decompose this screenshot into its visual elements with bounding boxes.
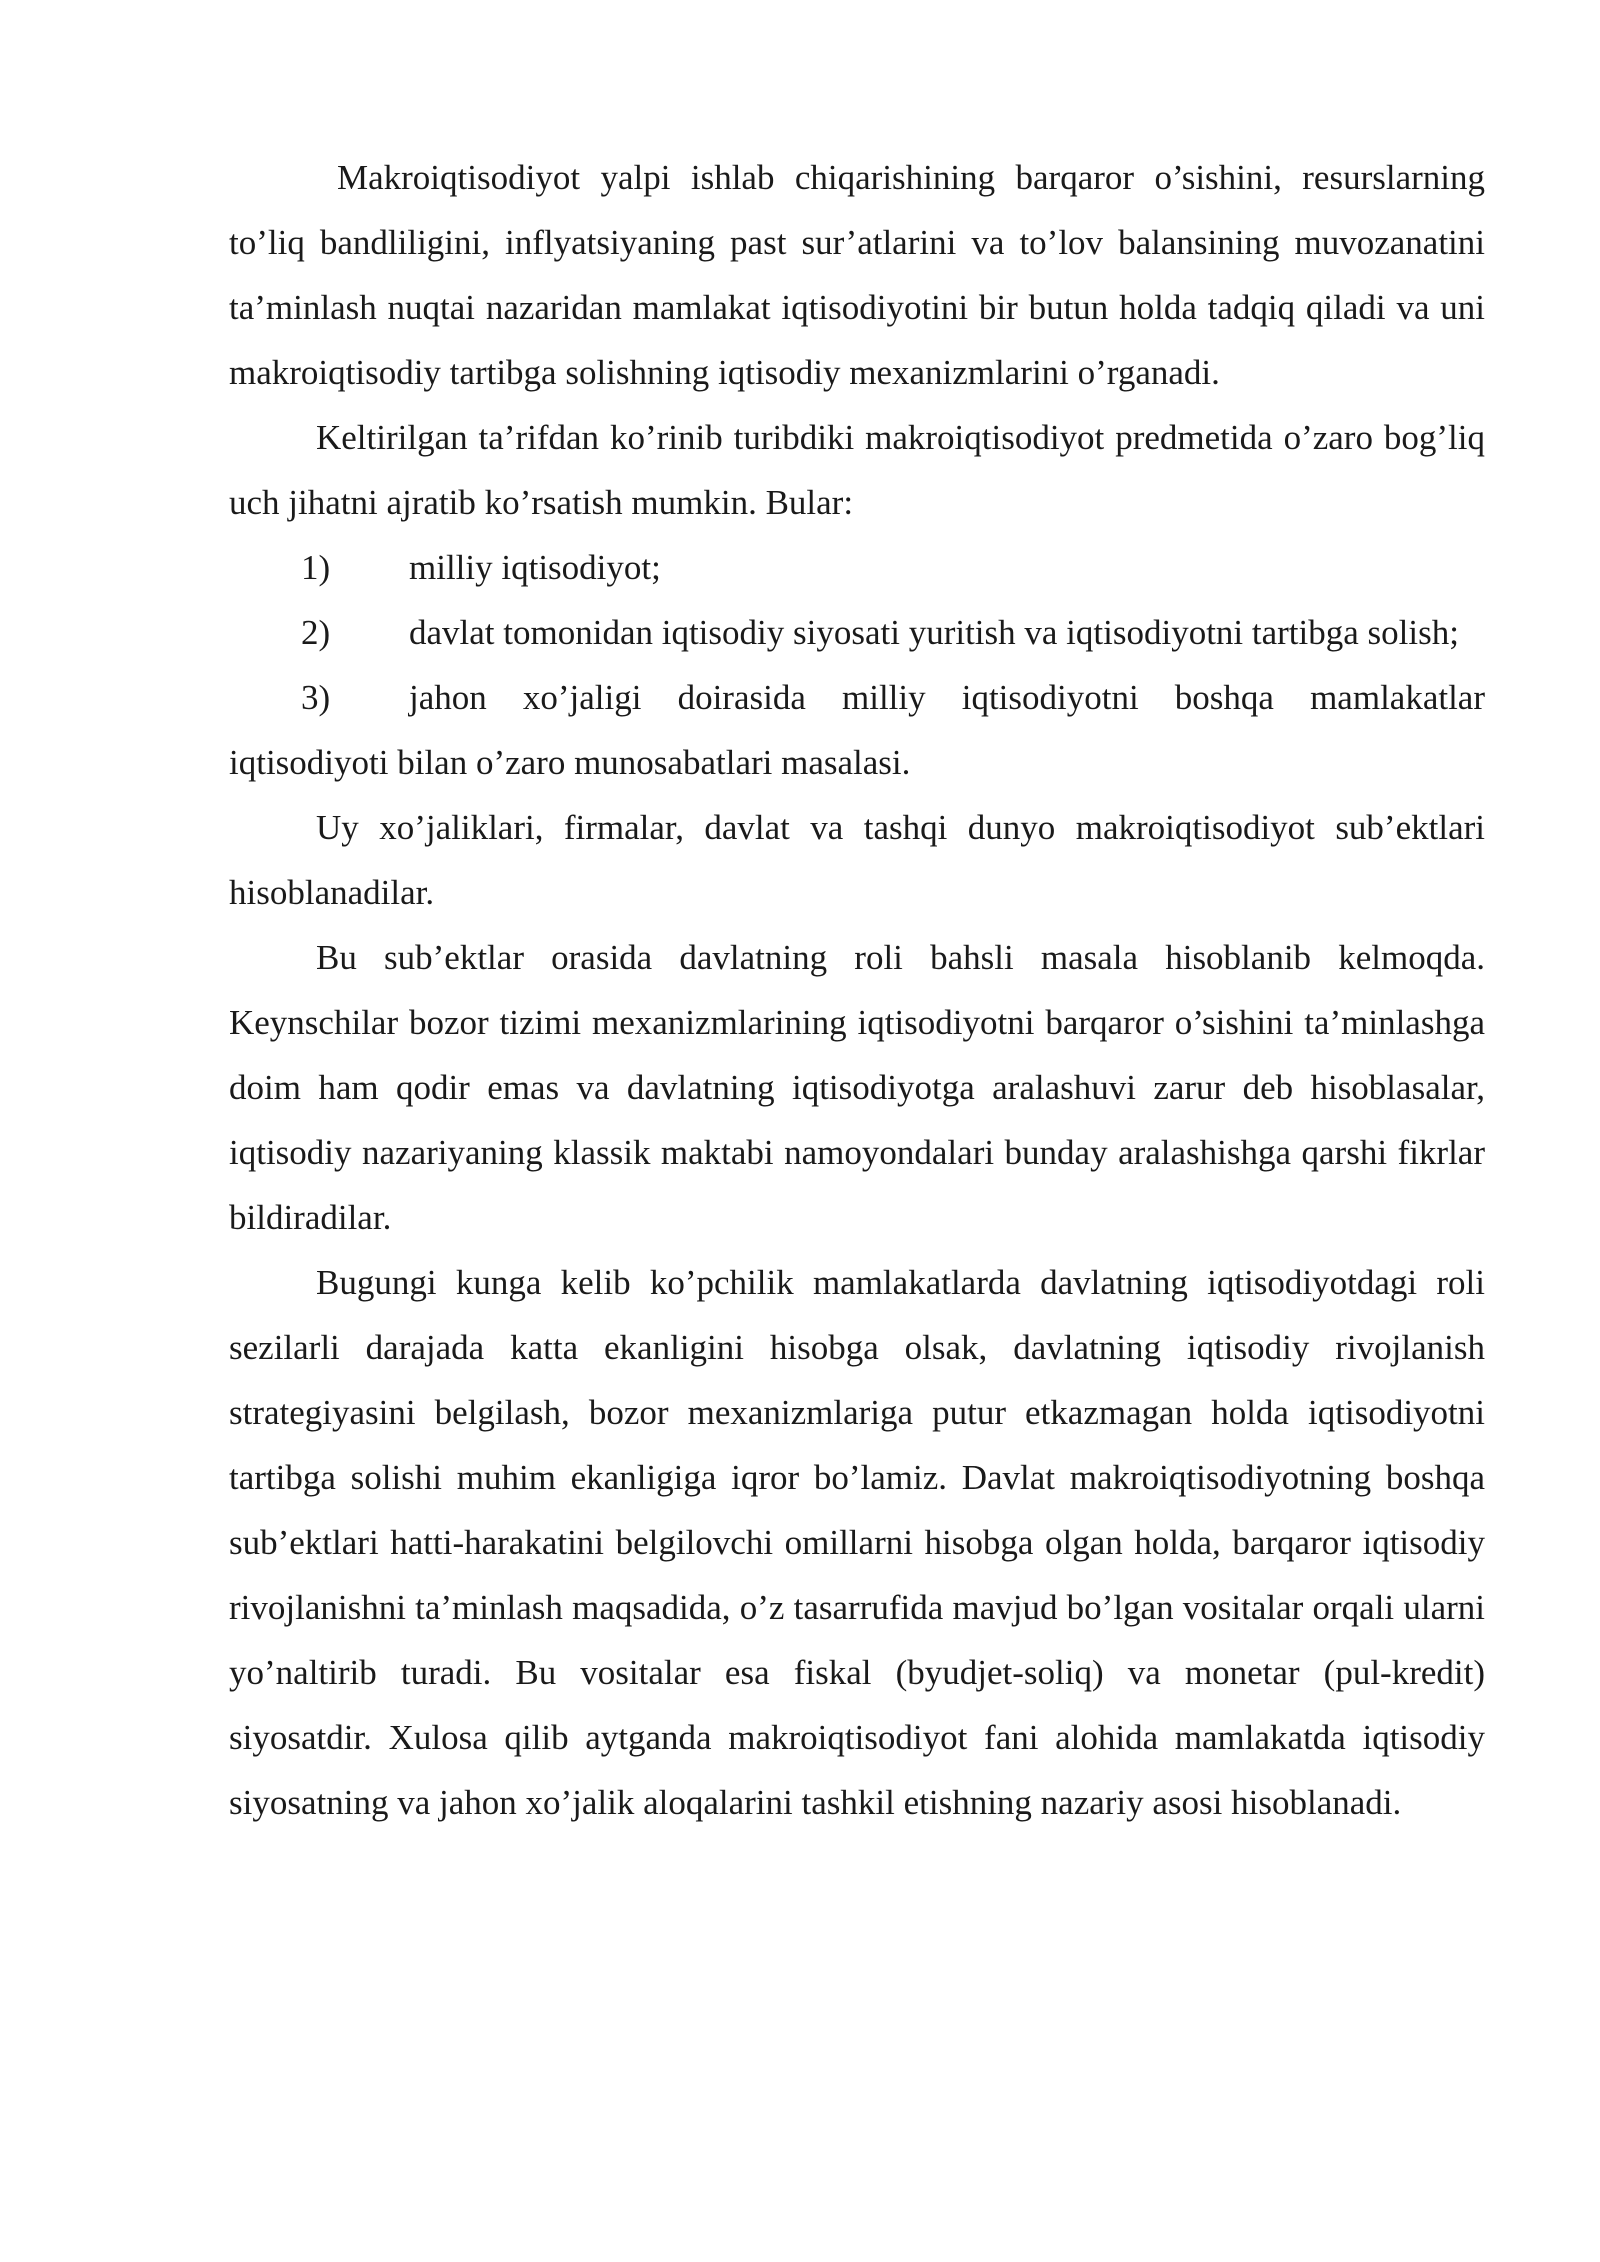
- paragraph-state-role-debate: Bu sub’ektlar orasida davlatning roli bahsli masala hisoblanib kelmoqda. Keynschilar bozor tizimi mexanizmlarining iqtisodiyotni barqaror o’sishini ta’minlashga doim ham qodir emas va davlatning iqtisodiyotga aralashuvi zarur deb hisoblasalar, iqtisodiy nazariyaning klassik maktabi namoyondalari bunday aralashishga qarshi fikrlar bildiradilar.: [229, 938, 1485, 1237]
- paragraph-subjects: Uy xo’jaliklari, firmalar, davlat va tashqi dunyo makroiqtisodiyot sub’ektlari hisoblanadilar.: [229, 808, 1485, 912]
- list-item: [229, 535, 1485, 600]
- paragraph-macroeconomics-definition: Makroiqtisodiyot yalpi ishlab chiqarishining barqaror o’sishini, resurslarning to’liq bandliligini, inflyatsiyaning past sur’atlarini va to’lov balansining muvozanatini ta’minlash nuqtai nazaridan mamlakat iqtisodiyotini bir butun holda tadqiq qiladi va uni makroiqtisodiy tartibga solishning iqtisodiy mexanizmlarini o’rganadi.: [229, 158, 1485, 392]
- list-item: [229, 665, 1485, 795]
- list-item-number: 1): [301, 548, 331, 587]
- document-body: [229, 145, 1485, 1835]
- list-item-text: davlat tomonidan iqtisodiy siyosati yuritish va iqtisodiyotni tartibga solish;: [409, 613, 1459, 652]
- list-item-text: jahon xo’jaligi doirasida milliy iqtisodiyotni boshqa mamlakatlar iqtisodiyoti bilan o’zaro munosabatlari masalasi.: [229, 678, 1485, 782]
- list-item-number: 3): [301, 678, 331, 717]
- list-item: [229, 600, 1485, 665]
- paragraph-conclusion: Bugungi kunga kelib ko’pchilik mamlakatlarda davlatning iqtisodiyotdagi roli sezilarli darajada katta ekanligini hisobga olsak, davlatning iqtisodiy rivojlanish strategiyasini belgilash, bozor mexanizmlariga putur etkazmagan holda iqtisodiyotni tartibga solishi muhim ekanligiga iqror bo’lamiz. Davlat makroiqtisodiyotning boshqa sub’ektlari hatti-harakatini belgilovchi omillarni hisobga olgan holda, barqaror iqtisodiy rivojlanishni ta’minlash maqsadida, o’z tasarrufida mavjud bo’lgan vositalar orqali ularni yo’naltirib turadi. Bu vositalar esa fiskal (byudjet-soliq) va monetar (pul-kredit) siyosatdir. Xulosa qilib aytganda makroiqtisodiyot fani alohida mamlakatda iqtisodiy siyosatning va jahon xo’jalik aloqalarini tashkil etishning nazariy asosi hisoblanadi.: [229, 1263, 1485, 1822]
- paragraph-three-aspects-intro: Keltirilgan ta’rifdan ko’rinib turibdiki makroiqtisodiyot predmetida o’zaro bog’liq uch jihatni ajratib ko’rsatish mumkin. Bular:: [229, 418, 1485, 522]
- list-item-text: milliy iqtisodiyot;: [409, 548, 661, 587]
- list-item-number: 2): [301, 613, 331, 652]
